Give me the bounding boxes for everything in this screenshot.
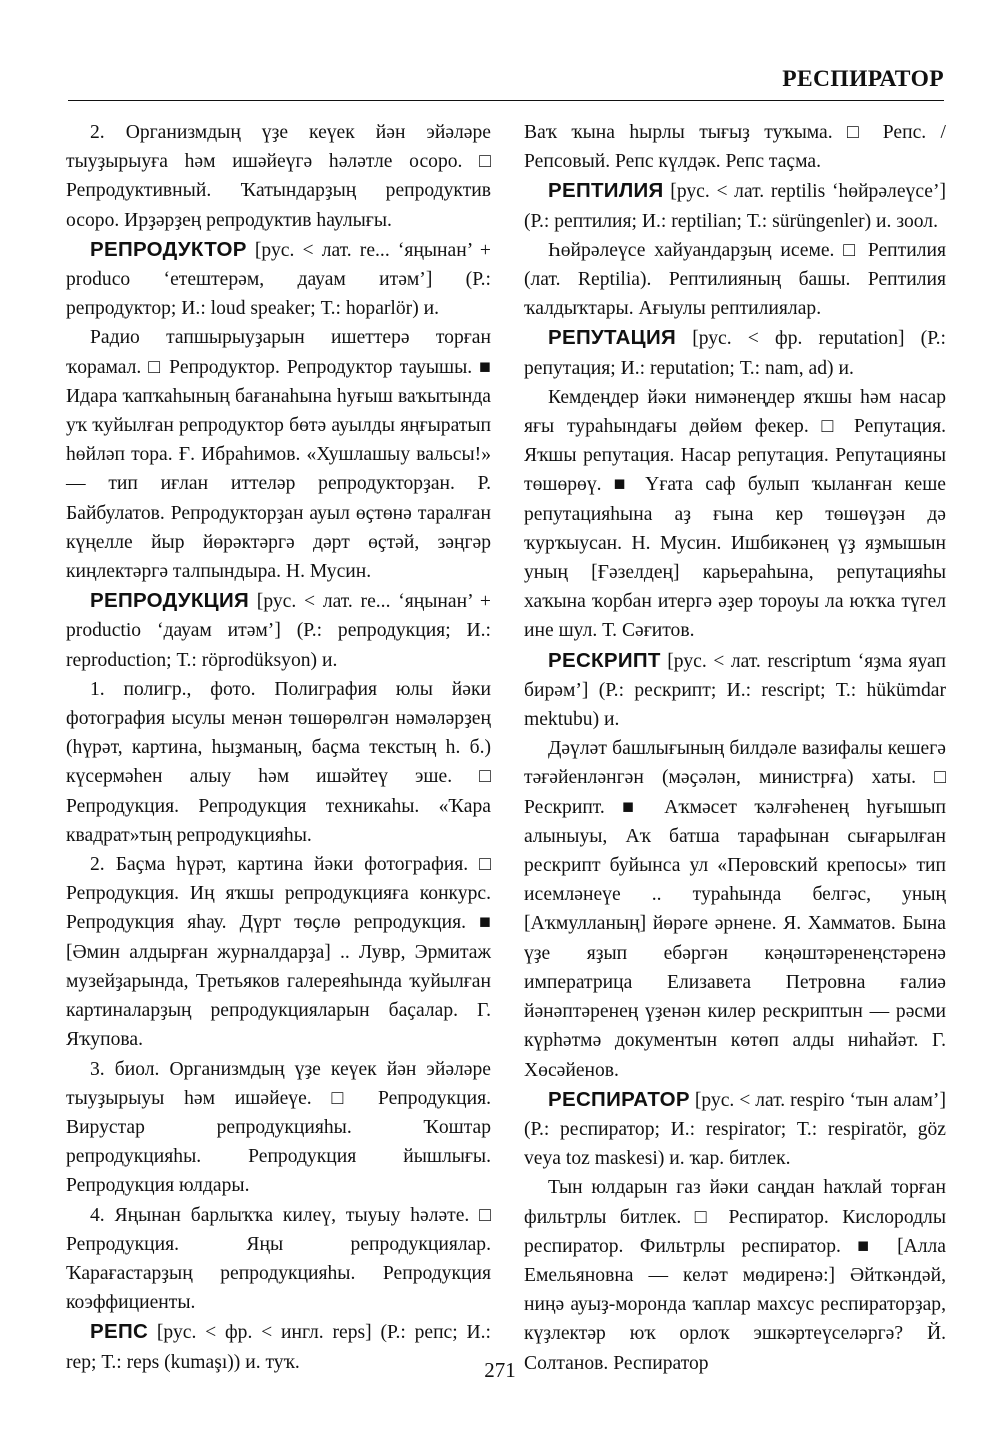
entry-definition: Һөйрәлеүсе хайуандарҙың исеме. □ Рептилия (лат. Reptilia). Рептилияның башы. Рептилия ҡалдыҡтары. Ағыулы рептилиялар. [524,239,946,320]
left-column [66,118,491,1377]
entry-sense: 1. полигр., фото. Полиграфия юлы йәки фотография ысулы менән төшөрөлгән нәмәләрҙең (һүрәт, картина, һыҙманың, баҫма текстың һ. б.) күсермәһен алыу һәм ишәйтеү эше. □ Репродукция. Репродукция техникаһы. «Ҡара квадрат»тың репродукцияһы. [66,678,491,846]
entry-definition: Дәүләт башлығының билдәле вазифалы кешегә тәғәйенләнгән (мәҫәлән, министрға) хаты. □ Рескрипт. ■ Аҡмәсет ҡәлғәһенең һуғышып алыныуы, Аҡ батша тарафынан сығарылған рескрипт буйынса ул «Перовский крепосы» тип исемләнеүе .. тураһында белгәс, уның [Аҡмулланың] йөрәге әрнене. Я. Хамматов. Бына үҙе яҙып ебәргән кәңәштәренеңстәренә императрица Елизавета Петровна ғалиә йәнәптәренең үҙенән килер рескриптын — рәсми күрһәтмә документын көтөп алды ниһайәт. Г. Хөсәйенов. [524,738,946,1081]
entry-etymology: [рус. < лат. re... ‘яңынан’ + produco ‘етештерәм, дауам итәм’] (Р.: репродуктор; И.: loud speaker; Т.: hoparlör) и. [66,239,491,320]
entry-headword: РЕПРОДУКЦИЯ [90,589,250,613]
entry-etymology: [рус. < лат. rescriptum ‘яҙма яуап бирәм’] (Р.: рескрипт; И.: rescript; Т.: hükümdar mektubu) и. [524,650,946,731]
dictionary-entry [66,235,491,324]
entry-headword: РЕПТИЛИЯ [548,179,664,203]
entry-etymology: [рус. < лат. reptilis ‘һөйрәлеүсе’] (Р.: рептилия; И.: reptilian; Т.: sürüngenler) и. зоол. [524,181,946,232]
page-header [68,58,944,101]
entry-sense: 4. Яңынан барлыҡҡа килеү, тыуыу һәләте. □ Репродукция. Яңы репродукциялар. Ҡарағастарҙың репродукцияһы. Репродукция коэффициенты. [66,1204,491,1314]
entry-etymology: [рус. < фр. reputation] (Р.: репутация; И.: reputation; Т.: nam, ad) и. [524,328,946,379]
entry-sense: 3. биол. Организмдың үҙе кеүек йән эйәләре тыуҙырыуы һәм ишәйеүе. □ Репродукция. Вирустар репродукцияһы. Ҡоштар репродукцияһы. Репродукция йышлығы. Репродукция юлдары. [66,1058,491,1197]
dictionary-entry [524,176,946,235]
entry-definition: Радио тапшырыуҙарын ишеттерә торған ҡорамал. □ Репродуктор. Репродуктор тауышы. ■ Идара ҡапҡаһының бағанаһына һуғыш ваҡытында уҡ ҡуйылған репродуктор бөтә ауылды яңғыратып һөйләп тора. Ғ. Ибраһимов. «Хушлашыу вальсы!» — тип иғлан иттеләр репродукторҙан. Р. Байбулатов. Репродукторҙан ауыл өҫтөнә таралған күңелле йыр йөрәктәргә дәрт өҫтәй, зәңгәр киңлектәргә талпындыра. Н. Мусин. [66,327,491,583]
sense-paragraph: 2. Организмдың үҙе кеүек йән эйәләре тыуҙырыуға һәм ишәйеүгә һәләтле осоро. □ Репродуктивный. Ҡатындарҙың репродуктив осоро. Ирҙәрҙең репродуктив һаулығы. [66,122,491,231]
dictionary-entry [524,323,946,382]
entry-headword: РЕПС [90,1320,149,1344]
entry-etymology: [рус. < лат. respiro ‘тын алам’] (Р.: респиратор; И.: respirator; Т.: respiratör, göz veya toz maskesi) и. ҡар. битлек. [524,1089,946,1170]
page-number: 271 [484,1358,516,1382]
entry-etymology: [рус. < лат. re... ‘яңынан’ + productio ‘дауам итәм’] (Р.: репродукция; И.: reproduction; Т.: röprodüksyon) и. [66,591,491,671]
entry-definition: Ваҡ ҡына һырлы тығыҙ туҡыма. □ Репс. / Репсовый. Репс күлдәк. Репс таҫма. [524,122,946,173]
entry-definition: Тын юлдарын газ йәки саңдан һаҡлай торған фильтрлы битлек. □ Респиратор. Кислородлы респиратор. Фильтрлы респиратор. ■ [Алла Емельяновна — келәт мөдиренә:] Әйткәндәй, ниңә ауыҙ-моронда ҡаплар махсус респираторҙар, күҙлектәр юҡ орлоҡ эшкәртеүселәргә? Й. Солтанов. Респиратор [524,1177,946,1374]
dictionary-entry [66,586,491,675]
entry-headword: РЕСПИРАТОР [548,1087,690,1111]
dictionary-entry [524,1085,946,1174]
entry-headword: РЕСКРИПТ [548,648,661,672]
entry-headword: РЕПРОДУКТОР [90,237,247,261]
right-column [524,118,946,1378]
entry-definition: Кемдеңдер йәки нимәнеңдер яҡшы һәм насар яғы тураһындағы дөйөм фекер. □ Репутация. Яҡшы репутация. Насар репутация. Репутацияны төшөрөү. ■ Үғата саф булып ҡыланған кеше репутацияһына аҙ ғына кер төшөүҙән дә ҡурҡыусан. Н. Мусин. Ишбикәнең үҙ яҙмышын уның [Ғәзелдең] карьераһына, репутацияһы хаҡына ҡорбан итергә әҙер тороуы ла юҡҡа түгел ине шул. Т. Сәғитов. [524,386,946,642]
entry-etymology: [рус. < фр. < ингл. reps] (Р.: репс; И.: rep; Т.: reps (kumaşı)) и. туҡ. [66,1322,491,1373]
entry-headword: РЕПУТАЦИЯ [548,326,677,350]
dictionary-entry [524,646,946,735]
running-head: РЕСПИРАТОР [782,66,944,92]
entry-sense: 2. Баҫма һүрәт, картина йәки фотография. □ Репродукция. Иң яҡшы репродукцияға конкурс. Репродукция яһау. Дүрт төҫлө репродукция. ■ [Әмин алдырған журналдарҙа] .. Лувр, Эрмитаж музейҙарында, Третьяков галереяһында ҡуйылған картиналарҙың репродукцияларын баҫалар. Г. Яҡупова. [66,854,491,1051]
